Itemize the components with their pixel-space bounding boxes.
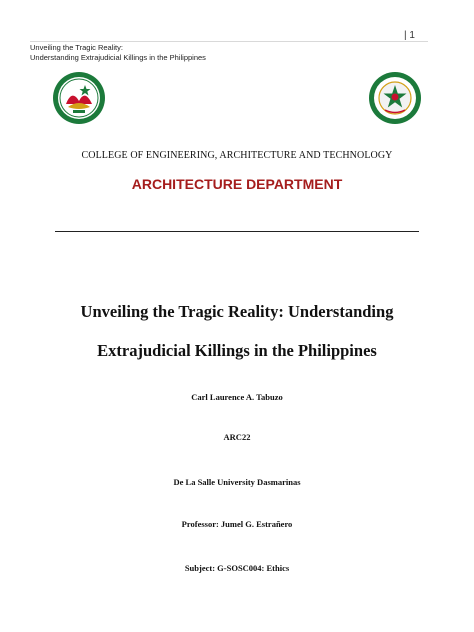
title-line2: Extrajudicial Killings in the Philippines xyxy=(97,341,377,360)
subject-name: Subject: G-SOSC004: Ethics xyxy=(184,563,290,573)
document-title xyxy=(0,292,474,370)
running-head xyxy=(30,43,206,63)
department-name: ARCHITECTURE DEPARTMENT xyxy=(131,176,343,192)
course-section: ARC22 xyxy=(223,432,251,442)
header-divider xyxy=(30,41,428,42)
title-line1: Unveiling the Tragic Reality: Understanding xyxy=(80,302,394,321)
page-number: | 1 xyxy=(404,30,415,41)
running-head-line2: Understanding Extrajudicial Killings in the Philippines xyxy=(30,53,206,62)
university-seal-icon xyxy=(52,71,106,125)
professor-name: Professor: Jumel G. Estrañero xyxy=(181,519,293,529)
title-divider xyxy=(55,231,419,232)
running-head-line1: Unveiling the Tragic Reality: xyxy=(30,43,123,52)
author-name: Carl Laurence A. Tabuzo xyxy=(191,392,283,402)
university-name: De La Salle University Dasmarinas xyxy=(173,477,301,487)
college-seal-icon xyxy=(368,71,422,125)
college-name: COLLEGE OF ENGINEERING, ARCHITECTURE AND TECHNOLOGY xyxy=(81,150,393,161)
